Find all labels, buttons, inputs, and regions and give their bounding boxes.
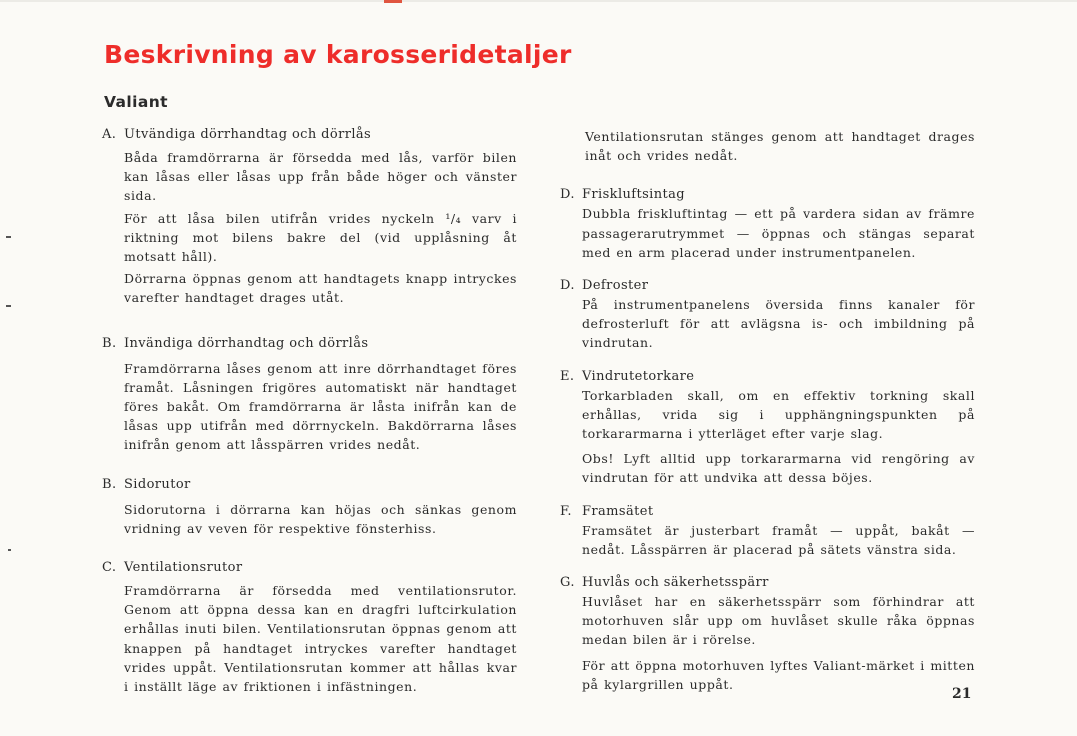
- paragraph: Framdörrarna är försedda med ventilationsrutor. Genom att öppna dessa kan en dragfri luftcirkulation erhållas inuti bilen. Ventilationsrutan öppnas genom att knappen på handtaget intryckes varefter handtaget vrides uppåt. Ventilationsrutan kommer att hållas kvar i inställt läge av friktionen i infästningen.: [124, 583, 517, 695]
- section-heading: Invändiga dörrhandtag och dörrlås: [124, 335, 369, 351]
- margin-mark: [6, 236, 11, 238]
- section-heading: Sidorutor: [124, 476, 191, 492]
- page-title: Beskrivning av karosseridetaljer: [104, 40, 572, 69]
- paragraph: Obs! Lyft alltid upp torkararmarna vid rengöring av vindrutan för att undvika att dessa böjes.: [582, 451, 975, 486]
- paragraph: Huvlåset har en säkerhetsspärr som förhindrar att motorhuven slår upp om huvlåset skulle råka öppnas medan bilen är i rörelse.: [582, 594, 975, 648]
- section-exterior-door-handles: [102, 125, 517, 308]
- paragraph: Framdörrarna låses genom att inre dörrhandtaget föres framåt. Låsningen frigöres automatiskt när handtaget föres bakåt. Om framdörrarna är låsta inifrån kan de låsas upp utifrån med dörrnyckeln. Bakdörrarna låses inifrån genom att låsspärren vrides nedåt.: [124, 360, 517, 453]
- section-letter: G.: [560, 575, 575, 591]
- section-letter: F.: [560, 503, 572, 519]
- paragraph: Sidorutorna i dörrarna kan höjas och sänkas genom vridning av veven för respektive fönsterhiss.: [124, 501, 517, 536]
- section-heading: Huvlås och säkerhetsspärr: [582, 575, 769, 591]
- section-letter: A.: [102, 127, 117, 142]
- continuation-paragraph: Ventilationsrutan stänges genom att handtaget drages inåt och vrides nedåt.: [585, 129, 975, 164]
- section-heading: Vindrutetorkare: [582, 368, 695, 384]
- paragraph: För att öppna motorhuven lyftes Valiant-märket i mitten på kylargrillen uppåt.: [582, 657, 975, 692]
- section-side-windows: [102, 475, 517, 538]
- section-letter: B.: [102, 335, 117, 351]
- section-heading: Utvändiga dörrhandtag och dörrlås: [124, 127, 372, 142]
- model-heading: Valiant: [104, 93, 168, 111]
- section-defroster: [560, 276, 975, 353]
- section-letter: E.: [560, 368, 575, 384]
- section-letter: D.: [560, 278, 575, 294]
- paragraph: Dubbla friskluftintag — ett på vardera sidan av främre passagerarutrymmet — öppnas och stängas separat med en arm placerad under instrumentpanelen.: [582, 206, 975, 260]
- section-hood-lock: [560, 573, 975, 694]
- section-fresh-air-intake: [560, 185, 975, 262]
- margin-mark: [8, 549, 11, 551]
- paragraph: För att låsa bilen utifrån vrides nyckeln ¹/₄ varv i riktning mot bilens bakre del (vid upplåsning åt motsatt håll).: [124, 210, 517, 265]
- section-windshield-wipers: [560, 367, 975, 488]
- section-front-seat: [560, 502, 975, 559]
- section-letter: C.: [102, 560, 117, 576]
- page-top-edge: [0, 0, 1077, 2]
- section-interior-door-handles: [102, 334, 517, 455]
- section-vent-windows: [102, 558, 517, 696]
- paragraph: Dörrarna öppnas genom att handtagets knapp intryckes varefter handtaget drages utåt.: [124, 271, 517, 306]
- right-column: [560, 127, 975, 694]
- section-letter: B.: [102, 476, 117, 492]
- top-color-mark: [384, 0, 402, 3]
- section-heading: Framsätet: [582, 503, 654, 519]
- paragraph: På instrumentpanelens översida finns kanaler för defrosterluft för att avlägsna is- och imbildning på vindrutan.: [582, 297, 975, 351]
- margin-mark: [6, 305, 11, 307]
- left-column: [102, 125, 517, 696]
- paragraph: Torkarbladen skall, om en effektiv torkning skall erhållas, vrida sig i upphängningspunkten på torkararmarna i ytterläget efter varje slag.: [582, 387, 975, 442]
- page-number: 21: [952, 686, 972, 702]
- section-heading: Ventilationsrutor: [124, 560, 243, 576]
- paragraph: Båda framdörrarna är försedda med lås, varför bilen kan låsas eller låsas upp från både höger och vänster sida.: [124, 150, 517, 204]
- paragraph: Framsätet är justerbart framåt — uppåt, bakåt — nedåt. Låsspärren är placerad på sätets vänstra sida.: [582, 522, 975, 557]
- section-letter: D.: [560, 187, 575, 203]
- section-heading: Defroster: [582, 278, 649, 294]
- section-heading: Friskluftsintag: [582, 187, 686, 203]
